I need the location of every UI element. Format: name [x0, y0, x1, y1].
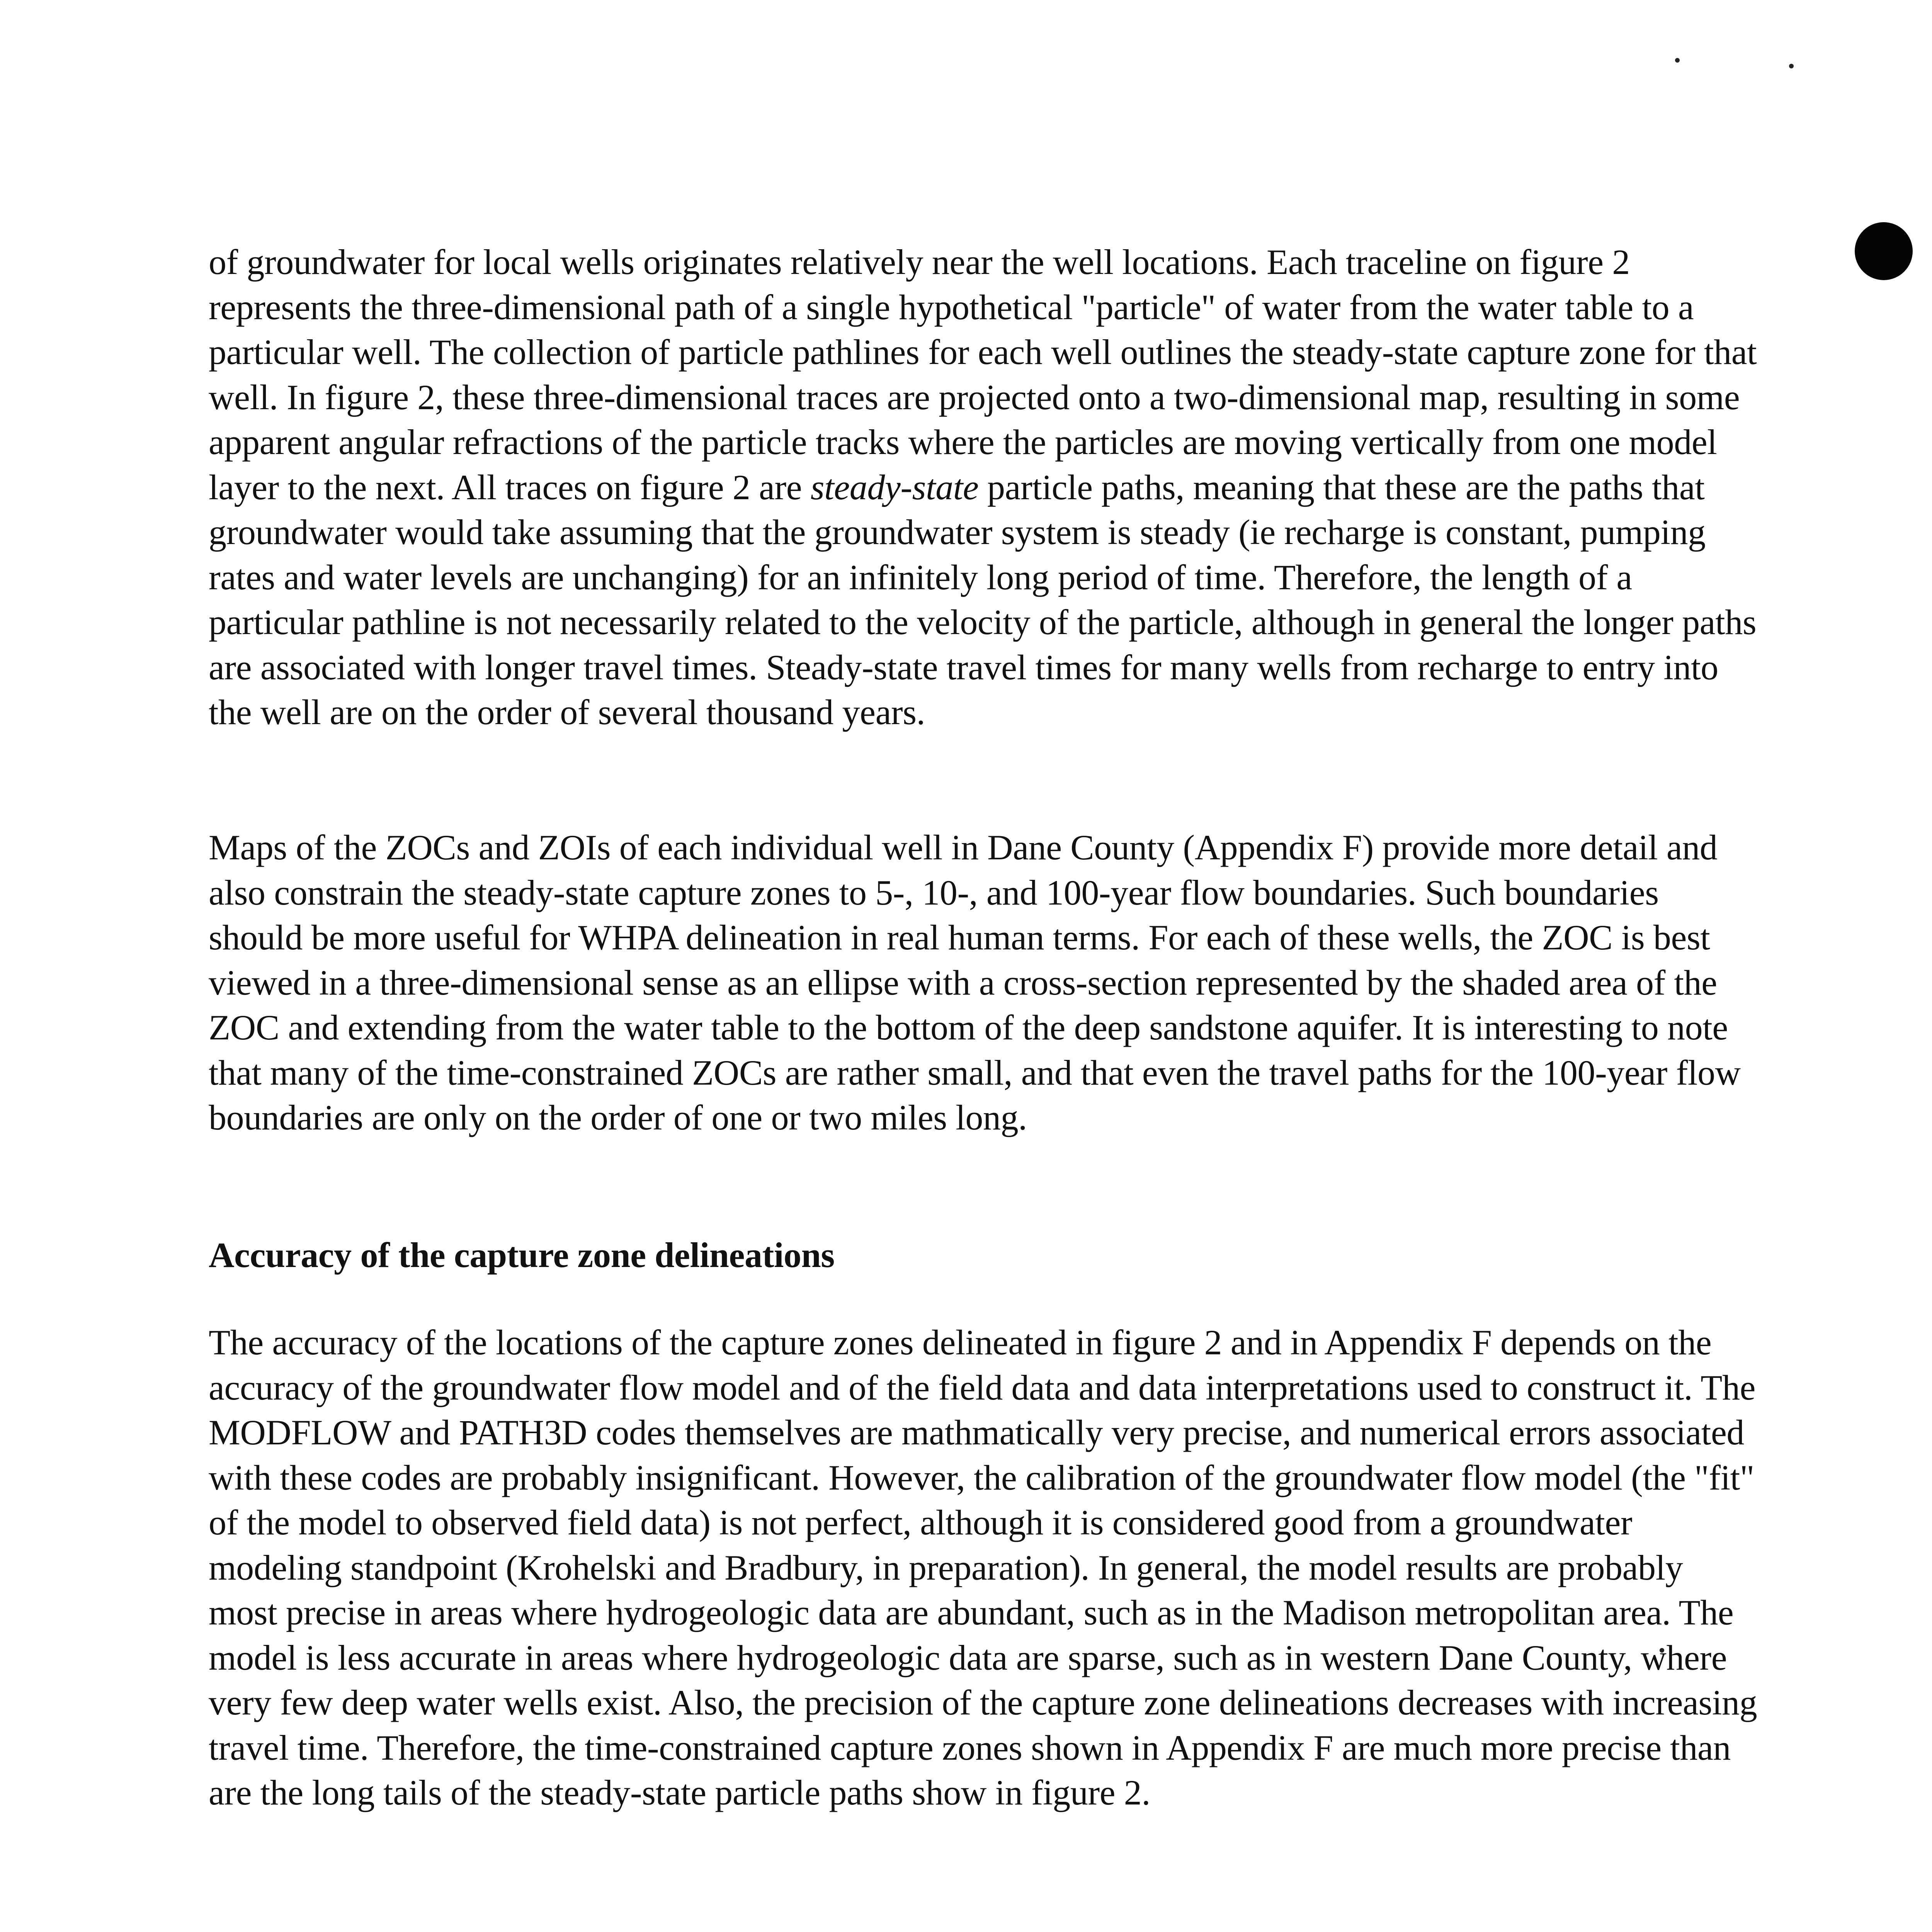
punch-hole-top [1855, 222, 1913, 280]
paragraph-3-text: The accuracy of the locations of the capture zones delineated in figure 2 and in Appendix F depends on the accuracy of the groundwater flow model and of the field data and data interpretations used to construct it. The MODFLOW and PATH3D codes themselves are mathmatically very precise, and numerical errors associated with these codes are probably insignificant. However, the calibration of the groundwater flow model (the "fit" of the model to observed field data) is not perfect, although it is considered good from a groundwater modeling standpoint (Krohelski and Bradbury, in preparation). In general, the model results are probably most precise in areas where hydrogeologic data are abundant, such as in the Madison metropolitan area. The model is less accurate in areas where hydrogeologic data are sparse, such as in western Dane County, where very few deep water wells exist. Also, the precision of the capture zone delineations decreases with increasing travel time. Therefore, the time-constrained capture zones shown in Appendix F are much more precise than are the long tails of the steady-state particle paths show in figure 2. [209, 1323, 1757, 1812]
section-heading: Accuracy of the capture zone delineations [209, 1235, 835, 1275]
paragraph-1-emphasis: steady-state [810, 467, 979, 507]
scan-speck [1675, 58, 1680, 63]
body-paragraph-3 [209, 1320, 1758, 1815]
scan-speck [1789, 64, 1794, 68]
body-paragraph-1 [209, 240, 1758, 735]
paragraph-1-text: of groundwater for local wells originates relatively near the well locations. Each traceline on figure 2 represents the three-dimensional path of a single hypothetical "particle" of water from the water table to a particular well. The collection of particle pathlines for each well outlines the steady-state capture zone for that well. In figure 2, these three-dimensional traces are projected onto a two-dimensional map, resulting in some apparent angular refractions of the particle tracks where the particles are moving vertically from one model layer to the next. All traces on figure 2 are [209, 242, 1757, 507]
paragraph-1-rest: particle paths, meaning that these are the paths that groundwater would take assuming that the groundwater system is steady (ie recharge is constant, pumping rates and water levels are unchanging) for an infinitely long period of time. Therefore, the length of a particular pathline is not necessarily related to the velocity of the particle, although in general the longer paths are associated with longer travel times. Steady-state travel times for many wells from recharge to entry into the well are on the order of several thousand years. [209, 467, 1757, 732]
paragraph-2-text: Maps of the ZOCs and ZOIs of each individual well in Dane County (Appendix F) provide more detail and also constrain the steady-state capture zones to 5-, 10-, and 100-year flow boundaries. Such boundaries should be more useful for WHPA delineation in real human terms. For each of these wells, the ZOC is best viewed in a three-dimensional sense as an ellipse with a cross-section represented by the shaded area of the ZOC and extending from the water table to the bottom of the deep sandstone aquifer. It is interesting to note that many of the time-constrained ZOCs are rather small, and that even the travel paths for the 100-year flow boundaries are only on the order of one or two miles long. [209, 828, 1741, 1137]
body-paragraph-2 [209, 825, 1758, 1140]
